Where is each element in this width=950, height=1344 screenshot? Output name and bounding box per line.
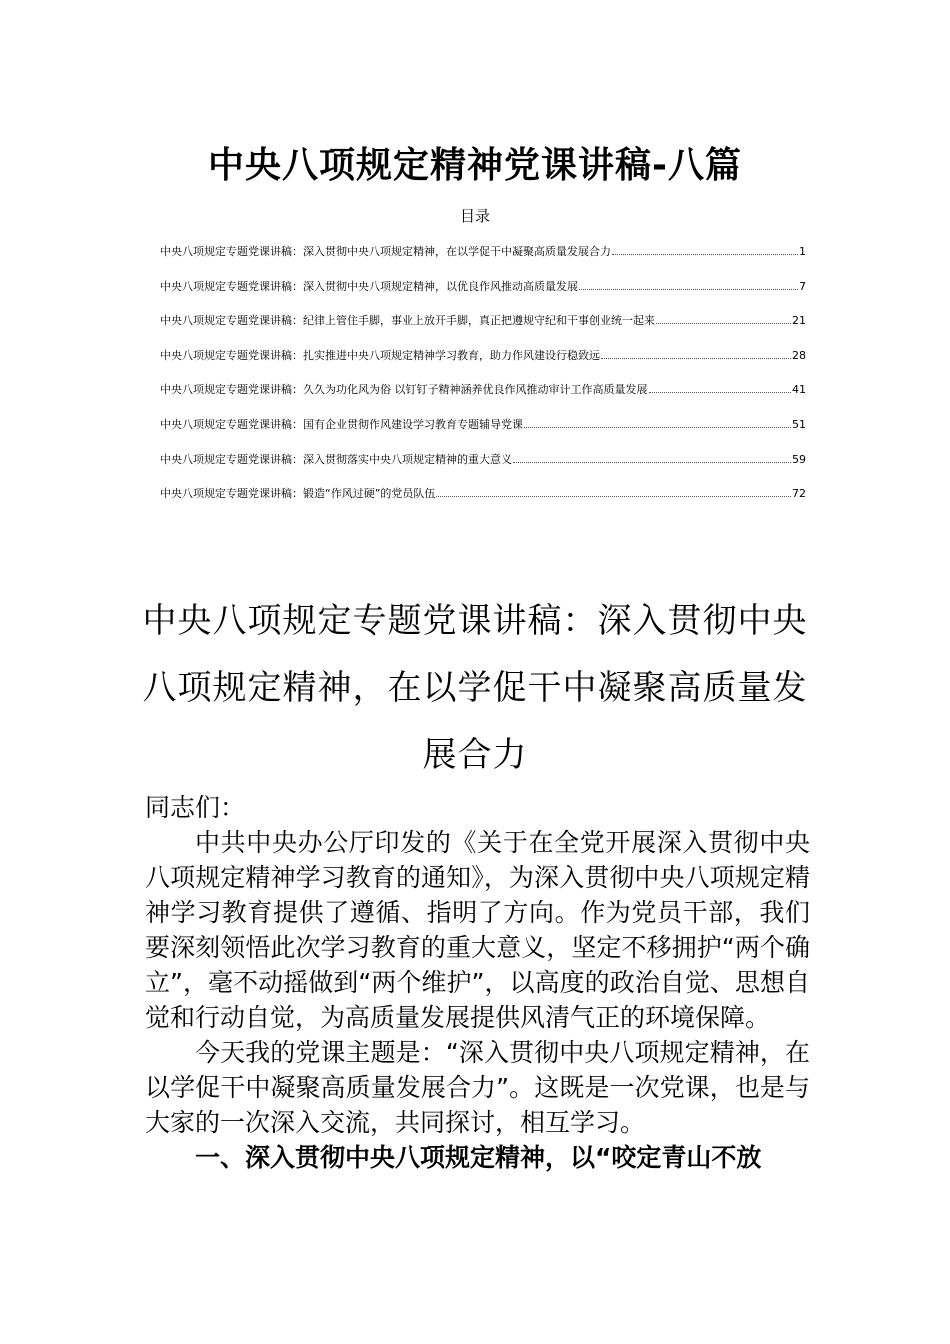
toc-entry[interactable]	[160, 413, 806, 448]
toc-entry[interactable]	[160, 309, 806, 344]
toc-leader-dots	[579, 275, 798, 290]
toc-heading: 目录	[459, 207, 490, 225]
toc-entry-page: 7	[799, 279, 806, 293]
body-paragraph: 今天我的党课主题是：“深入贯彻中央八项规定精神，在以学促干中凝聚高质量发展合力”。这既是一次党课，也是与大家的一次深入交流，共同探讨，相互学习。	[145, 1038, 810, 1137]
toc-entry-page: 1	[799, 245, 806, 258]
toc-leader-dots	[601, 344, 791, 359]
toc-entry-text: 中央八项规定专题党课讲稿：久久为功化风为俗 以钉钉子精神涵养优良作风推动审计工作高质量发展	[160, 383, 648, 397]
toc-entry-text: 中央八项规定专题党课讲稿：锻造“作风过硬”的党员队伍	[160, 487, 436, 501]
toc-entry[interactable]	[160, 482, 806, 517]
toc-leader-dots	[656, 309, 791, 324]
toc-entry-text: 中央八项规定专题党课讲稿：纪律上管住手脚，事业上放开手脚，真正把遵规守纪和干事创业统一起来	[160, 314, 655, 328]
table-of-contents	[160, 240, 806, 517]
toc-leader-dots	[513, 448, 791, 463]
toc-entry-page: 41	[792, 383, 806, 397]
toc-entry-text: 中央八项规定专题党课讲稿：深入贯彻中央八项规定精神，在以学促干中凝聚高质量发展合力	[160, 245, 611, 258]
toc-leader-dots	[524, 413, 791, 428]
toc-entry-text: 中央八项规定专题党课讲稿：扎实推进中央八项规定精神学习教育，助力作风建设行稳致远	[160, 348, 600, 362]
toc-entry[interactable]	[160, 240, 806, 275]
toc-entry[interactable]	[160, 344, 806, 379]
section-heading-one: 一、深入贯彻中央八项规定精神，以“咬定青山不放	[195, 1143, 762, 1172]
toc-entry-page: 21	[792, 314, 806, 328]
toc-entry-text: 中央八项规定专题党课讲稿：国有企业贯彻作风建设学习教育专题辅导党课	[160, 417, 523, 431]
toc-entry-page: 59	[792, 452, 806, 466]
section-title: 中央八项规定专题党课讲稿：深入贯彻中央八项规定精神，在以学促干中凝聚高质量发展合力	[142, 601, 808, 775]
section-body	[145, 790, 810, 1175]
body-paragraph: 中共中央办公厅印发的《关于在全党开展深入贯彻中央八项规定精神学习教育的通知》，为深入贯彻中央八项规定精神学习教育提供了遵循、指明了方向。作为党员干部，我们要深刻领悟此次学习教育的重大意义，坚定不移拥护“两个确立”，毫不动摇做到“两个维护”，以高度的政治自觉、思想自觉和行动自觉，为高质量发展提供风清气正的环境保障。	[145, 828, 810, 1032]
toc-leader-dots	[612, 240, 798, 255]
salutation: 同志们：	[145, 793, 246, 822]
toc-entry-page: 72	[792, 487, 806, 501]
toc-entry[interactable]	[160, 378, 806, 413]
toc-leader-dots	[436, 482, 791, 497]
document-title: 中央八项规定精神党课讲稿-八篇	[208, 145, 742, 186]
toc-entry-page: 51	[792, 417, 806, 431]
toc-entry[interactable]	[160, 275, 806, 310]
toc-entry-text: 中央八项规定专题党课讲稿：深入贯彻中央八项规定精神，以优良作风推动高质量发展	[160, 279, 578, 293]
toc-leader-dots	[649, 378, 792, 393]
toc-entry[interactable]	[160, 448, 806, 483]
toc-entry-page: 28	[792, 348, 806, 362]
toc-entry-text: 中央八项规定专题党课讲稿：深入贯彻落实中央八项规定精神的重大意义	[160, 452, 512, 466]
